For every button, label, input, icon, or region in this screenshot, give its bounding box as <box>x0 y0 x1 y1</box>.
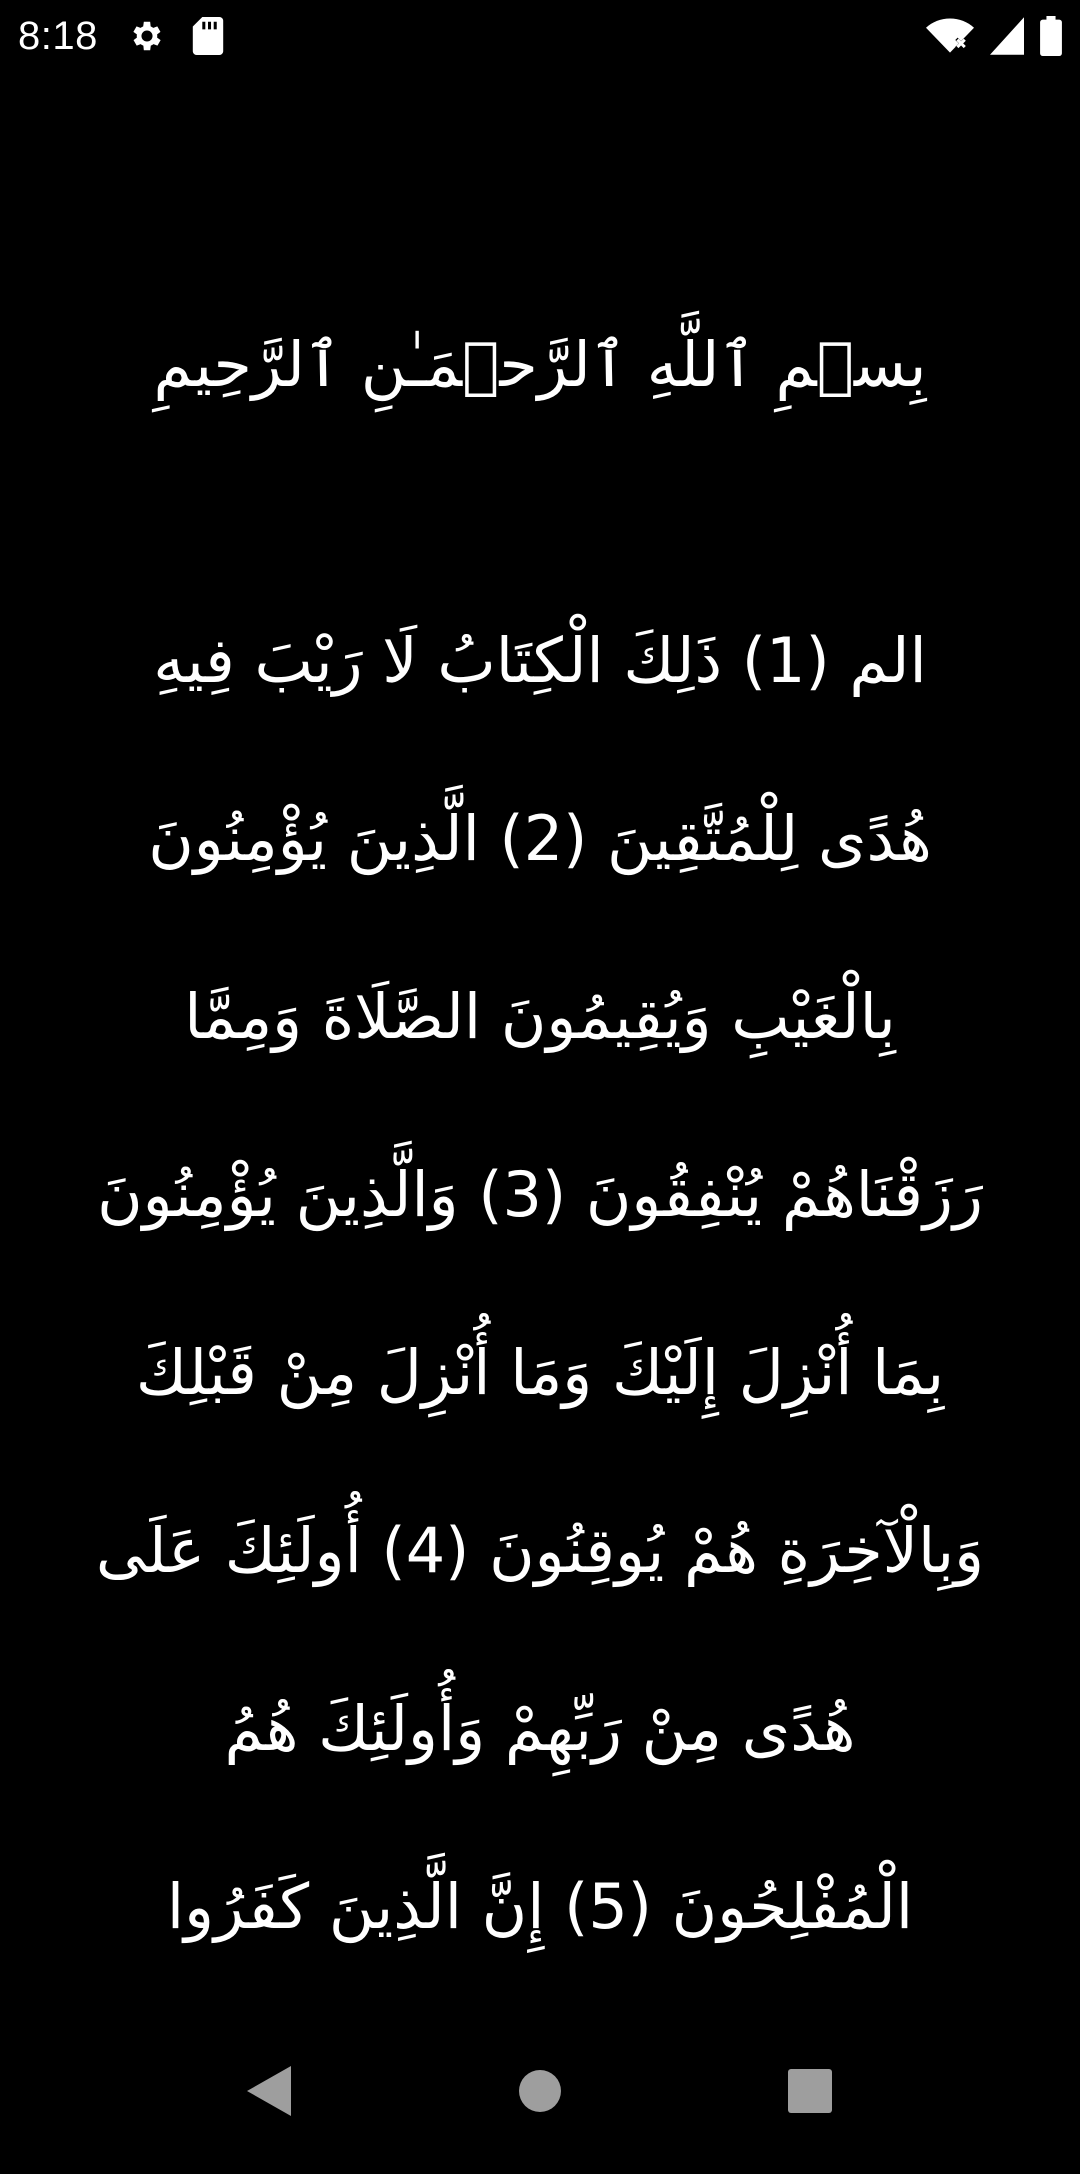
back-icon <box>245 2064 295 2118</box>
status-clock: 8:18 <box>18 13 98 58</box>
verse-line: وَبِالْآخِرَةِ هُمْ يُوقِنُونَ (4) أُولَئِكَ عَلَى <box>95 1514 985 1587</box>
back-button[interactable] <box>200 2041 340 2141</box>
status-bar <box>0 0 1080 72</box>
signal-icon <box>990 17 1024 55</box>
wifi-icon <box>926 17 974 55</box>
verse-line: بِالْغَيْبِ وَيُقِيمُونَ الصَّلَاةَ وَمِمَّا <box>184 980 896 1053</box>
basmala-heading: بِسۡمِ ٱللَّهِ ٱلرَّحۡمَـٰنِ ٱلرَّحِيمِ <box>153 328 927 401</box>
verse-text <box>20 572 1060 2174</box>
battery-icon <box>1040 16 1062 56</box>
verse-line: هُدًى لِلْمُتَّقِينَ (2) الَّذِينَ يُؤْمِنُونَ <box>148 802 932 875</box>
verse-line: هُدًى مِنْ رَبِّهِمْ وَأُولَئِكَ هُمُ <box>224 1692 856 1765</box>
sd-card-icon <box>192 17 224 55</box>
recents-button[interactable] <box>740 2041 880 2141</box>
verse-line: الْمُفْلِحُونَ (5) إِنَّ الَّذِينَ كَفَرُوا <box>166 1870 914 1943</box>
status-bar-left <box>18 14 250 59</box>
verse-line: بِمَا أُنْزِلَ إِلَيْكَ وَمَا أُنْزِلَ مِنْ قَبْلِكَ <box>135 1336 945 1409</box>
navigation-bar <box>0 2022 1080 2160</box>
recents-icon <box>787 2068 833 2114</box>
status-bar-right <box>910 16 1062 56</box>
gear-icon <box>128 17 166 55</box>
surah-reader[interactable] <box>0 72 1080 2022</box>
verse-line: الم (1) ذَلِكَ الْكِتَابُ لَا رَيْبَ فِيهِ <box>153 624 927 697</box>
home-icon <box>517 2068 563 2114</box>
home-button[interactable] <box>470 2041 610 2141</box>
verse-line: رَزَقْنَاهُمْ يُنْفِقُونَ (3) وَالَّذِينَ يُؤْمِنُونَ <box>97 1158 983 1231</box>
